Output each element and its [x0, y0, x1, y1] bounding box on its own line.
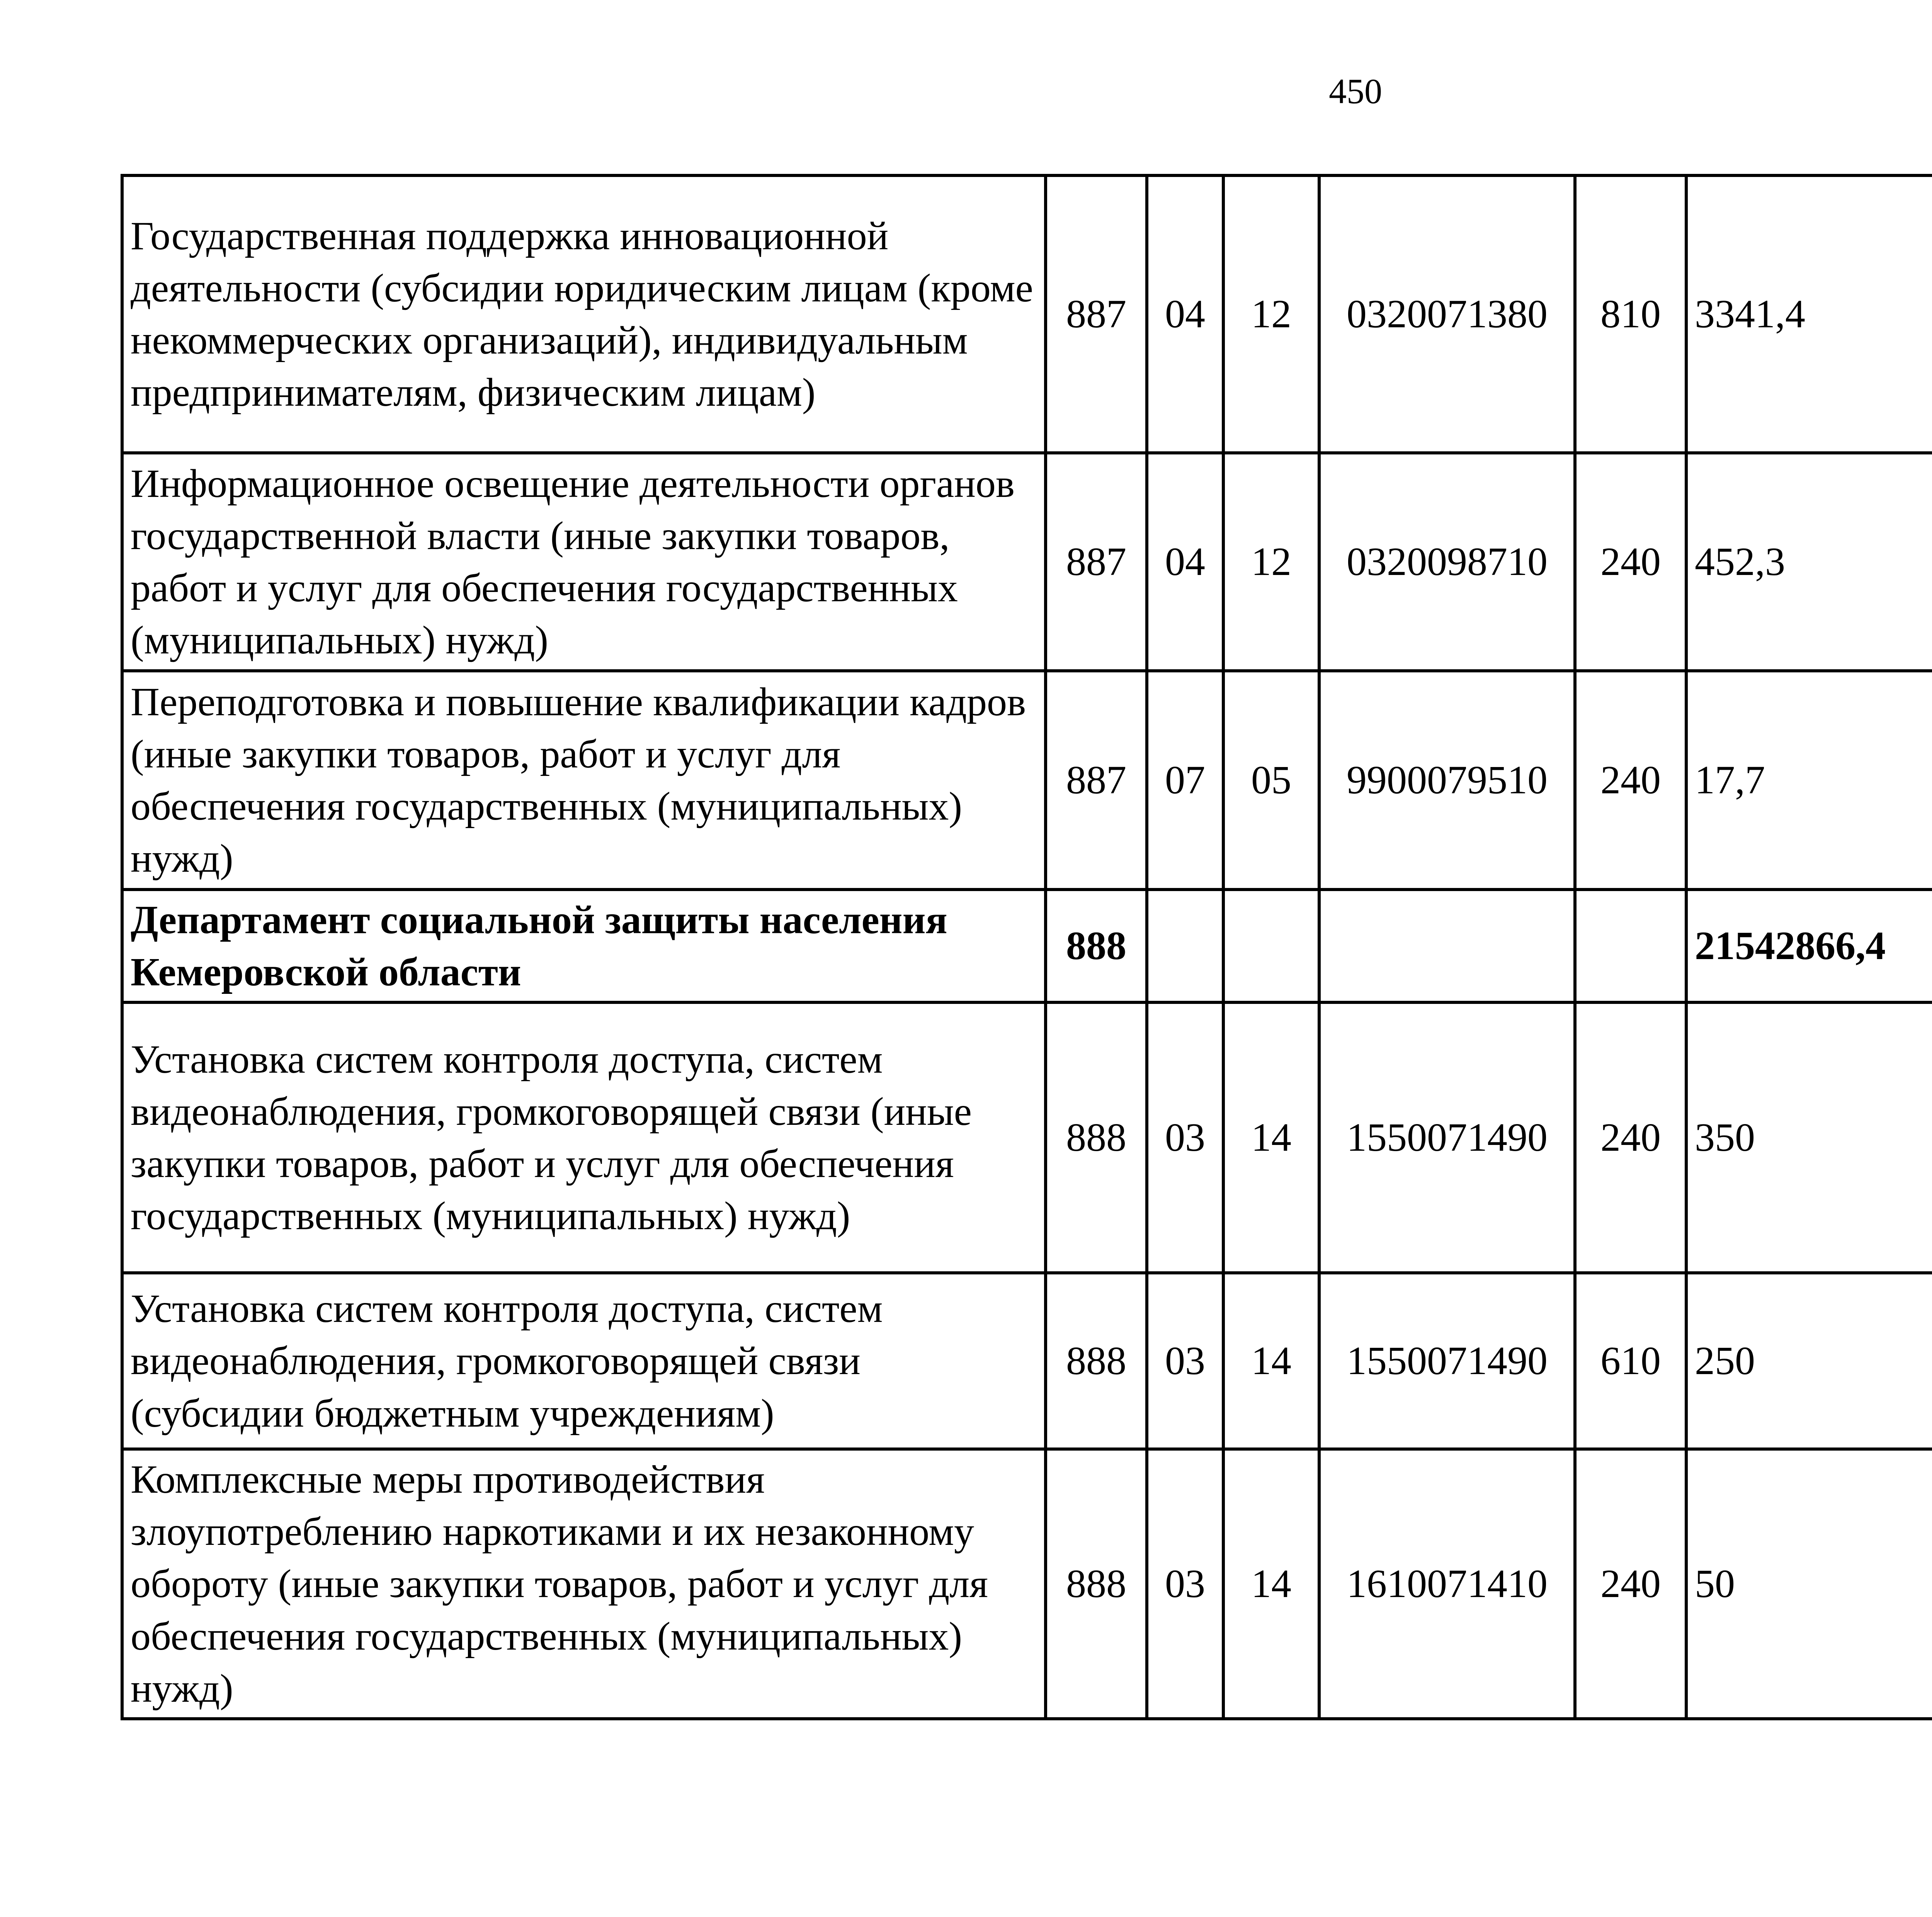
section-code: 04	[1147, 175, 1223, 453]
amount-year-1: 50	[1686, 1449, 1932, 1719]
ministry-code: 887	[1046, 175, 1147, 453]
expense-type-code: 240	[1575, 1002, 1686, 1273]
table-row	[122, 1273, 1932, 1449]
budget-table	[121, 174, 1932, 1720]
target-article-code: 0320098710	[1319, 453, 1575, 671]
amount-year-1: 350	[1686, 1002, 1932, 1273]
table-row	[122, 671, 1932, 890]
section-code: 03	[1147, 1002, 1223, 1273]
amount-year-1: 3341,4	[1686, 175, 1932, 453]
table-row	[122, 1449, 1932, 1719]
table-row	[122, 453, 1932, 671]
target-article-code: 1550071490	[1319, 1002, 1575, 1273]
expense-type-code: 810	[1575, 175, 1686, 453]
subsection-code: 14	[1223, 1449, 1319, 1719]
subsection-code: 05	[1223, 671, 1319, 890]
target-article-code: 1550071490	[1319, 1273, 1575, 1449]
ministry-code: 888	[1046, 1002, 1147, 1273]
subsection-code: 12	[1223, 175, 1319, 453]
section-code: 07	[1147, 671, 1223, 890]
expense-type-code: 240	[1575, 671, 1686, 890]
row-description: Государственная поддержка инновационной деятельности (субсидии юридическим лицам (кроме некоммерческих организаций), индивидуальным предпринимателям, физическим лицам)	[122, 175, 1046, 453]
subsection-code	[1223, 890, 1319, 1002]
ministry-code: 888	[1046, 1273, 1147, 1449]
table-row	[122, 175, 1932, 453]
section-code: 03	[1147, 1449, 1223, 1719]
target-article-code	[1319, 890, 1575, 1002]
target-article-code: 0320071380	[1319, 175, 1575, 453]
amount-year-1: 250	[1686, 1273, 1932, 1449]
amount-year-1: 21542866,4	[1686, 890, 1932, 1002]
department-title: Департамент социальной защиты населения Кемеровской области	[122, 890, 1046, 1002]
target-article-code: 1610071410	[1319, 1449, 1575, 1719]
row-description: Установка систем контроля доступа, систем видеонаблюдения, громкоговорящей связи (субсидии бюджетным учреждениям)	[122, 1273, 1046, 1449]
section-code	[1147, 890, 1223, 1002]
expense-type-code: 610	[1575, 1273, 1686, 1449]
expense-type-code: 240	[1575, 1449, 1686, 1719]
expense-type-code: 240	[1575, 453, 1686, 671]
ministry-code: 888	[1046, 890, 1147, 1002]
row-description: Комплексные меры противодействия злоупотреблению наркотиками и их незаконному обороту (иные закупки товаров, работ и услуг для обеспечения государственных (муниципальных) нужд)	[122, 1449, 1046, 1719]
page-number: 450	[1329, 71, 1382, 111]
subsection-code: 14	[1223, 1002, 1319, 1273]
ministry-code: 888	[1046, 1449, 1147, 1719]
subsection-code: 14	[1223, 1273, 1319, 1449]
expense-type-code	[1575, 890, 1686, 1002]
subsection-code: 12	[1223, 453, 1319, 671]
amount-year-1: 452,3	[1686, 453, 1932, 671]
section-code: 03	[1147, 1273, 1223, 1449]
table-row	[122, 1002, 1932, 1273]
row-description: Переподготовка и повышение квалификации кадров (иные закупки товаров, работ и услуг для обеспечения государственных (муниципальных) нужд)	[122, 671, 1046, 890]
amount-year-1: 17,7	[1686, 671, 1932, 890]
row-description: Информационное освещение деятельности органов государственной власти (иные закупки товаров, работ и услуг для обеспечения государственных (муниципальных) нужд)	[122, 453, 1046, 671]
section-code: 04	[1147, 453, 1223, 671]
target-article-code: 9900079510	[1319, 671, 1575, 890]
row-description: Установка систем контроля доступа, систем видеонаблюдения, громкоговорящей связи (иные закупки товаров, работ и услуг для обеспечения государственных (муниципальных) нужд)	[122, 1002, 1046, 1273]
ministry-code: 887	[1046, 671, 1147, 890]
table-row-department	[122, 890, 1932, 1002]
ministry-code: 887	[1046, 453, 1147, 671]
